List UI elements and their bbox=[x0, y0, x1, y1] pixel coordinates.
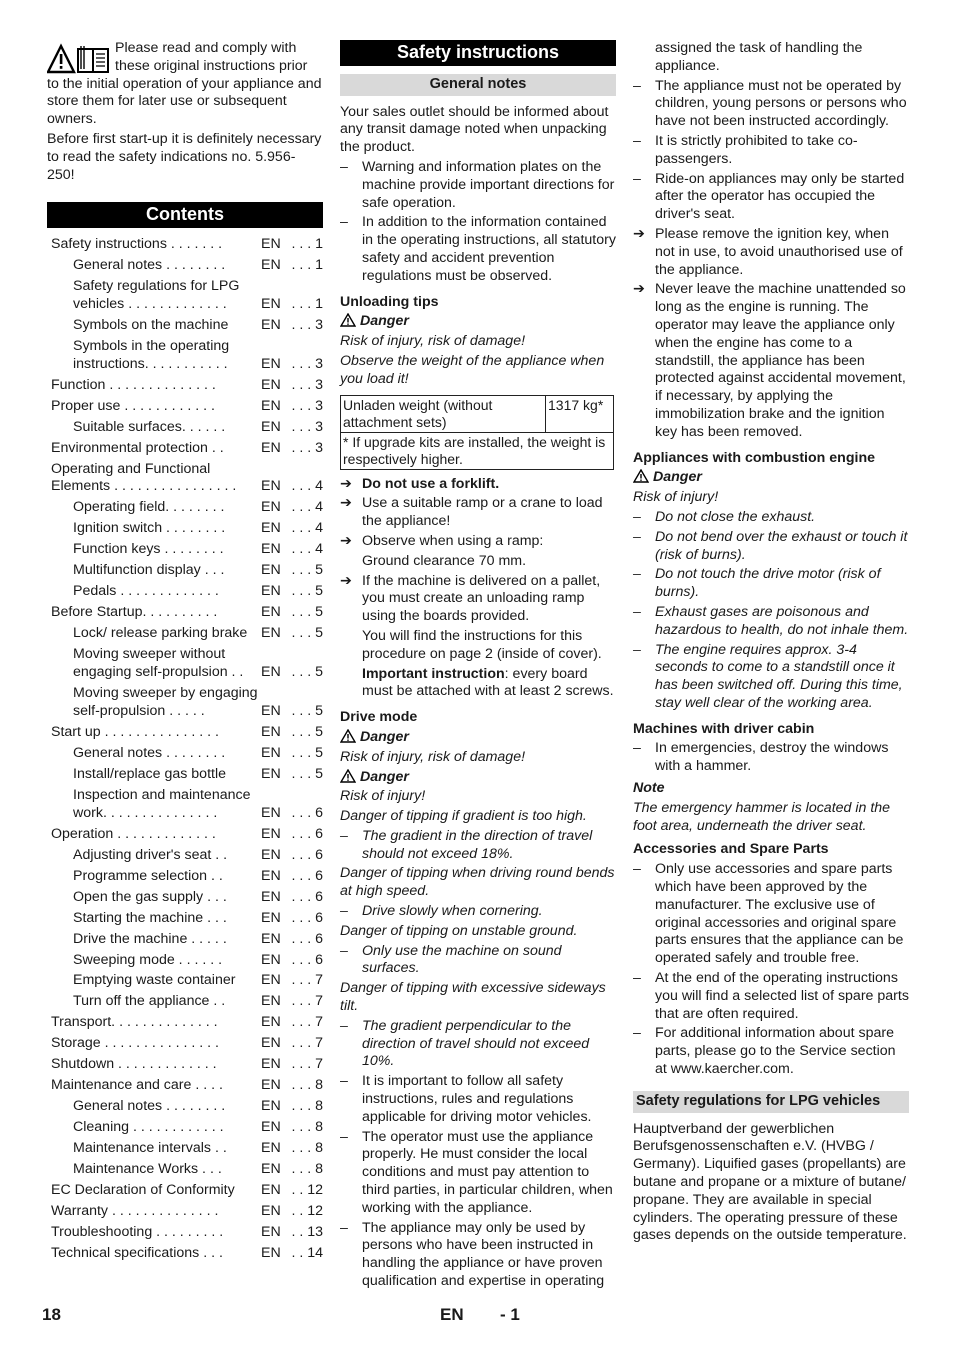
toc-entry-lang: EN bbox=[261, 909, 281, 926]
toc-entry[interactable] bbox=[47, 317, 323, 335]
toc-entry[interactable] bbox=[47, 952, 323, 970]
toc-entry[interactable] bbox=[47, 868, 323, 886]
toc-entry-page: . . . 7 bbox=[291, 1014, 323, 1031]
toc-entry[interactable] bbox=[47, 604, 323, 622]
toc-entry-title: Maintenance Works . . . bbox=[73, 1161, 222, 1178]
list-item: – Do not close the exhaust. bbox=[633, 509, 909, 527]
toc-entry[interactable] bbox=[47, 1161, 323, 1179]
toc-entry[interactable] bbox=[47, 972, 323, 990]
toc-entry-lang: EN bbox=[261, 604, 281, 621]
lpg-regulations-heading: Safety regulations for LPG vehicles bbox=[633, 1091, 909, 1113]
table-of-contents bbox=[47, 236, 323, 1263]
column-left bbox=[47, 40, 323, 1266]
toc-entry-title: General notes . . . . . . . . bbox=[73, 744, 226, 761]
toc-entry-title: Storage . . . . . . . . . . . . . . . bbox=[51, 1035, 219, 1052]
toc-entry[interactable] bbox=[47, 562, 323, 580]
toc-entry-lang: EN bbox=[261, 1203, 281, 1220]
toc-entry-page: . . . 3 bbox=[291, 316, 323, 333]
toc-entry-title: Proper use . . . . . . . . . . . . bbox=[51, 397, 216, 414]
toc-entry[interactable] bbox=[47, 766, 323, 784]
toc-entry-lang: EN bbox=[261, 972, 281, 989]
toc-entry-lang: EN bbox=[261, 723, 281, 740]
toc-entry-title: Maintenance intervals . . bbox=[73, 1140, 227, 1157]
toc-entry[interactable] bbox=[47, 440, 323, 458]
warning-triangle-icon bbox=[340, 769, 356, 783]
safety-instructions-heading: Safety instructions bbox=[340, 40, 616, 66]
toc-entry-lang: EN bbox=[261, 804, 281, 821]
risk-text: Risk of injury! bbox=[340, 788, 426, 805]
toc-entry-page: . . . 5 bbox=[291, 604, 323, 621]
toc-entry-title: Symbols on the machine bbox=[73, 316, 229, 333]
toc-entry-title: Symbols in the operating instructions. . . . . . . . . . . bbox=[73, 337, 230, 372]
toc-entry[interactable] bbox=[47, 646, 323, 682]
toc-entry-title: Inspection and maintenance work. . . . . . . . . . . . . . . bbox=[73, 786, 251, 821]
toc-entry-page: . . . 5 bbox=[291, 562, 323, 579]
toc-entry-lang: EN bbox=[261, 930, 281, 947]
continued-text: assigned the task of handling the appliance. bbox=[655, 40, 863, 74]
toc-entry[interactable] bbox=[47, 889, 323, 907]
toc-entry[interactable] bbox=[47, 724, 323, 742]
list-item: – Only use accessories and spare parts which have been approved by the manufacturer. The exclusive use of original accessories and original spare parts ensures that the appliance can be operated safely and trouble free. bbox=[633, 861, 909, 968]
list-item: – It is strictly prohibited to take co-passengers. bbox=[633, 133, 909, 169]
toc-entry-title: Ignition switch . . . . . . . . bbox=[73, 520, 226, 537]
toc-entry-lang: EN bbox=[261, 478, 281, 495]
intro-text: Please read and comply with these original instructions prior to the initial operation of your appliance and store them for later use or subsequent owners. bbox=[47, 40, 322, 128]
toc-entry[interactable] bbox=[47, 993, 323, 1011]
arrow-item-forklift: ➔ Do not use a forklift. bbox=[340, 475, 500, 492]
toc-entry-lang: EN bbox=[261, 397, 281, 414]
toc-entry-title: General notes . . . . . . . . bbox=[73, 257, 226, 274]
general-notes-text: Your sales outlet should be informed about any transit damage noted when unpacking the product. bbox=[340, 103, 609, 156]
toc-entry[interactable] bbox=[47, 1140, 323, 1158]
toc-entry-lang: EN bbox=[261, 1161, 281, 1178]
arrow-right-icon: ➔ bbox=[340, 495, 352, 512]
toc-entry[interactable] bbox=[47, 1203, 323, 1221]
toc-entry-page: . . . 5 bbox=[291, 702, 323, 719]
toc-entry-lang: EN bbox=[261, 1140, 281, 1157]
toc-entry-page: . . . 6 bbox=[291, 804, 323, 821]
toc-entry-lang: EN bbox=[261, 541, 281, 558]
intro-block bbox=[47, 40, 323, 184]
toc-entry-page: . . 14 bbox=[291, 1245, 323, 1262]
toc-entry[interactable] bbox=[47, 278, 323, 314]
list-item: – Exhaust gases are poisonous and hazardous to health, do not inhale them. bbox=[633, 604, 909, 640]
toc-entry[interactable] bbox=[47, 1119, 323, 1137]
toc-entry[interactable] bbox=[47, 338, 323, 374]
toc-entry[interactable] bbox=[47, 1098, 323, 1116]
toc-entry-page: . . . 8 bbox=[291, 1098, 323, 1115]
toc-entry-page: . . . 3 bbox=[291, 397, 323, 414]
toc-entry[interactable] bbox=[47, 1245, 323, 1263]
list-item: – The appliance must not be operated by children, young persons or persons who have not been instructed accordingly. bbox=[633, 78, 909, 131]
toc-entry-lang: EN bbox=[261, 439, 281, 456]
toc-entry[interactable] bbox=[47, 847, 323, 865]
toc-entry-page: . . . 5 bbox=[291, 664, 323, 681]
toc-entry-lang: EN bbox=[261, 583, 281, 600]
toc-entry-page: . . . 8 bbox=[291, 1140, 323, 1157]
toc-entry-lang: EN bbox=[261, 702, 281, 719]
toc-entry-page: . . . 8 bbox=[291, 1161, 323, 1178]
toc-entry-lang: EN bbox=[261, 1182, 281, 1199]
toc-entry-page: . . . 7 bbox=[291, 1056, 323, 1073]
weight-label-cell: Unladen weight (without attachment sets) bbox=[341, 395, 546, 432]
pallet-instructions-text: You will find the instructions for this procedure on page 2 (inside of cover). bbox=[362, 627, 602, 662]
toc-entry-title: Before Startup. . . . . . . . . . bbox=[51, 604, 218, 621]
arrow-right-icon: ➔ bbox=[633, 281, 645, 298]
toc-entry-page: . . . 7 bbox=[291, 972, 323, 989]
toc-entry-page: . . . 6 bbox=[291, 930, 323, 947]
toc-entry-lang: EN bbox=[261, 562, 281, 579]
toc-entry-lang: EN bbox=[261, 888, 281, 905]
tipping-gradient-text: Danger of tipping if gradient is too high. bbox=[340, 808, 587, 825]
toc-entry-title: Lock/ release parking brake bbox=[73, 625, 248, 642]
toc-entry-title: Safety regulations for LPG vehicles . . . . . . . . . . . . . bbox=[73, 278, 240, 312]
footer-section-page: - 1 bbox=[500, 1305, 520, 1324]
toc-entry-page: . . . 8 bbox=[291, 1077, 323, 1094]
warning-manual-icon bbox=[47, 43, 111, 75]
list-item: – The operator must use the appliance properly. He must consider the local conditions and must pay attention to third parties, in particular children, when working with the appliance. bbox=[340, 1129, 616, 1218]
toc-entry-lang: EN bbox=[261, 316, 281, 333]
toc-entry-page: . . . 7 bbox=[291, 1035, 323, 1052]
toc-entry-title: Safety instructions . . . . . . . bbox=[51, 236, 223, 253]
toc-entry[interactable] bbox=[47, 1056, 323, 1074]
drive-mode-heading: Drive mode bbox=[340, 709, 418, 726]
danger-label: Danger bbox=[340, 313, 616, 331]
toc-entry[interactable] bbox=[47, 520, 323, 538]
toc-entry[interactable] bbox=[47, 541, 323, 559]
toc-entry-lang: EN bbox=[261, 1077, 281, 1094]
toc-entry-page: . . 12 bbox=[291, 1203, 323, 1220]
toc-entry-page: . . . 6 bbox=[291, 909, 323, 926]
toc-entry-title: Environmental protection . . bbox=[51, 439, 224, 456]
column-right bbox=[633, 40, 909, 1247]
toc-entry-lang: EN bbox=[261, 625, 281, 642]
toc-entry-page: . . . 1 bbox=[291, 295, 323, 312]
list-item: – Do not bend over the exhaust or touch it (risk of burns). bbox=[633, 529, 909, 565]
arrow-right-icon: ➔ bbox=[340, 572, 352, 589]
toc-entry[interactable] bbox=[47, 398, 323, 416]
toc-entry[interactable] bbox=[47, 499, 323, 517]
toc-entry-page: . . . 5 bbox=[291, 744, 323, 761]
toc-entry[interactable] bbox=[47, 1014, 323, 1032]
list-item: – Only use the machine on sound surfaces. bbox=[340, 943, 616, 979]
toc-entry-page: . . . 4 bbox=[291, 478, 323, 495]
toc-entry-title: Operating and Functional Elements . . . . . . . . . . . . . . . . bbox=[51, 460, 237, 495]
toc-entry-title: Turn off the appliance . . bbox=[73, 993, 226, 1010]
important-instruction: Important instruction: every board must be attached with at least 2 screws. bbox=[362, 665, 614, 700]
toc-entry-lang: EN bbox=[261, 355, 281, 372]
list-item: – It is important to follow all safety instructions, rules and regulations applicable for driving motor vehicles. bbox=[340, 1073, 616, 1126]
toc-entry-page: . . . 6 bbox=[291, 951, 323, 968]
toc-entry-page: . . . 8 bbox=[291, 1119, 323, 1136]
toc-entry[interactable] bbox=[47, 787, 323, 823]
toc-entry-lang: EN bbox=[261, 418, 281, 435]
unloading-tips-heading: Unloading tips bbox=[340, 293, 439, 310]
toc-entry-title: Function keys . . . . . . . . bbox=[73, 541, 224, 558]
toc-entry-lang: EN bbox=[261, 867, 281, 884]
danger-label: Danger bbox=[340, 729, 616, 747]
arrow-right-icon: ➔ bbox=[340, 532, 352, 549]
toc-entry-lang: EN bbox=[261, 951, 281, 968]
toc-entry-page: . . . 3 bbox=[291, 439, 323, 456]
toc-entry[interactable] bbox=[47, 583, 323, 601]
toc-entry-page: . . . 4 bbox=[291, 541, 323, 558]
toc-entry-page: . . . 4 bbox=[291, 499, 323, 516]
toc-entry-page: . . 13 bbox=[291, 1224, 323, 1241]
toc-entry-page: . . 12 bbox=[291, 1182, 323, 1199]
general-notes-heading: General notes bbox=[340, 74, 616, 96]
toc-entry-lang: EN bbox=[261, 236, 281, 253]
toc-entry[interactable] bbox=[47, 931, 323, 949]
toc-entry-lang: EN bbox=[261, 520, 281, 537]
toc-entry-page: . . . 5 bbox=[291, 583, 323, 600]
toc-entry-title: Technical specifications . . . bbox=[51, 1245, 223, 1262]
lpg-regulations-text: Hauptverband der gewerblichen Berufsgenossenschaften e.V. (HVBG / Germany). Liquified gases (propellants) are butane and propane or a mixture of butane/ propane. They are available in special cylinders. The operating pressure of these gases depends on the outside temperature. bbox=[633, 1120, 907, 1244]
toc-entry-lang: EN bbox=[261, 993, 281, 1010]
toc-entry[interactable] bbox=[47, 236, 323, 254]
toc-entry[interactable] bbox=[47, 826, 323, 844]
toc-entry-page: . . . 3 bbox=[291, 355, 323, 372]
observe-weight-text: Observe the weight of the appliance when you load it! bbox=[340, 352, 605, 387]
list-item: – The engine requires approx. 3-4 seconds to come to a standstill once it has been switched off. During this time, stay well clear of the working area. bbox=[633, 642, 909, 713]
toc-entry-lang: EN bbox=[261, 765, 281, 782]
column-middle bbox=[340, 40, 616, 1294]
toc-entry[interactable] bbox=[47, 1224, 323, 1242]
toc-entry-page: . . . 5 bbox=[291, 625, 323, 642]
toc-entry-page: . . . 4 bbox=[291, 520, 323, 537]
weight-footnote-cell: * If upgrade kits are installed, the weight is respectively higher. bbox=[341, 432, 614, 469]
toc-entry-lang: EN bbox=[261, 1224, 281, 1241]
arrow-item-ignition-key: ➔ Please remove the ignition key, when not in use, to avoid unauthorised use of the appliance. bbox=[633, 225, 903, 278]
toc-entry-lang: EN bbox=[261, 1245, 281, 1262]
toc-entry[interactable] bbox=[47, 625, 323, 643]
footer-lang: EN bbox=[440, 1305, 464, 1324]
list-item: – Drive slowly when cornering. bbox=[340, 903, 616, 921]
contents-heading: Contents bbox=[47, 202, 323, 228]
warning-triangle-icon bbox=[633, 469, 649, 483]
intro-safety-note: Before first start-up it is definitely necessary to read the safety indications no. 5.956-250! bbox=[47, 130, 322, 183]
toc-entry-page: . . . 6 bbox=[291, 888, 323, 905]
toc-entry[interactable] bbox=[47, 745, 323, 763]
toc-entry-lang: EN bbox=[261, 257, 281, 274]
note-label: Note bbox=[633, 780, 665, 797]
list-item: – For additional information about spare parts, please go to the Service section at www.kaercher.com. bbox=[633, 1025, 909, 1078]
arrow-item-unattended: ➔ Never leave the machine unattended so long as the engine is running. The operator may leave the appliance only when the engine has come to a standstill, the appliance has been protected against accidental movement, if necessary, by applying the immobilization brake and the ignition key has been removed. bbox=[633, 281, 906, 440]
toc-entry[interactable] bbox=[47, 1077, 323, 1095]
toc-entry-lang: EN bbox=[261, 1035, 281, 1052]
tipping-bends-text: Danger of tipping when driving round bends at high speed. bbox=[340, 865, 615, 900]
toc-entry-title: Starting the machine . . . bbox=[73, 909, 227, 926]
driver-cabin-heading: Machines with driver cabin bbox=[633, 720, 815, 737]
toc-entry-lang: EN bbox=[261, 744, 281, 761]
toc-entry-title: Start up . . . . . . . . . . . . . . . bbox=[51, 723, 219, 740]
toc-entry-title: Multifunction display . . . bbox=[73, 562, 225, 579]
toc-entry-title: Moving sweeper by engaging self-propulsion . . . . . bbox=[73, 685, 258, 719]
toc-entry-title: Operation . . . . . . . . . . . . . bbox=[51, 825, 216, 842]
toc-entry-title: Drive the machine . . . . . bbox=[73, 930, 227, 947]
toc-entry-title: Open the gas supply . . . bbox=[73, 888, 227, 905]
toc-entry-lang: EN bbox=[261, 1119, 281, 1136]
toc-entry-title: Suitable surfaces. . . . . . bbox=[73, 418, 226, 435]
warning-triangle-icon bbox=[340, 729, 356, 743]
toc-entry-page: . . . 3 bbox=[291, 376, 323, 393]
list-item: – At the end of the operating instructions you will find a selected list of spare parts that are often required. bbox=[633, 970, 909, 1023]
arrow-item-ramp-observe: ➔ Observe when using a ramp: bbox=[340, 532, 544, 549]
toc-entry-lang: EN bbox=[261, 1098, 281, 1115]
toc-entry[interactable] bbox=[47, 685, 323, 721]
toc-entry-title: Warranty . . . . . . . . . . . . . . bbox=[51, 1203, 219, 1220]
toc-entry-title: Troubleshooting . . . . . . . . . bbox=[51, 1224, 224, 1241]
toc-entry[interactable] bbox=[47, 1035, 323, 1053]
toc-entry-lang: EN bbox=[261, 1014, 281, 1031]
list-item: – The appliance may only be used by persons who have been instructed in handling the appliance or have proven qualification and expertise in operating bbox=[340, 1220, 616, 1292]
toc-entry-title: Operating field. . . . . . . . bbox=[73, 499, 225, 516]
tipping-tilt-text: Danger of tipping with excessive sideways tilt. bbox=[340, 980, 606, 1015]
toc-entry-page: . . . 5 bbox=[291, 765, 323, 782]
arrow-right-icon: ➔ bbox=[633, 225, 645, 242]
danger-label: Danger bbox=[340, 769, 616, 787]
toc-entry-page: . . . 6 bbox=[291, 867, 323, 884]
note-text: The emergency hammer is located in the foot area, underneath the driver seat. bbox=[633, 799, 891, 834]
toc-entry-lang: EN bbox=[261, 295, 281, 312]
page-number: 18 bbox=[42, 1305, 61, 1324]
toc-entry-page: . . . 3 bbox=[291, 418, 323, 435]
list-item: – Do not touch the drive motor (risk of burns). bbox=[633, 566, 909, 602]
list-item: – Warning and information plates on the machine provide important directions for safe operation. bbox=[340, 159, 616, 212]
arrow-item-pallet: ➔ If the machine is delivered on a pallet, you must create an unloading ramp using the boards provided. bbox=[340, 572, 601, 625]
toc-entry-title: Function . . . . . . . . . . . . . . bbox=[51, 376, 216, 393]
toc-entry[interactable] bbox=[47, 461, 323, 497]
toc-entry-title: EC Declaration of Conformity bbox=[51, 1182, 235, 1199]
toc-entry[interactable] bbox=[47, 377, 323, 395]
arrow-right-icon: ➔ bbox=[340, 475, 352, 492]
toc-entry-title: Sweeping mode . . . . . . bbox=[73, 951, 223, 968]
combustion-engine-heading: Appliances with combustion engine bbox=[633, 449, 875, 466]
toc-entry-title: Shutdown . . . . . . . . . . . . . bbox=[51, 1056, 217, 1073]
toc-entry-lang: EN bbox=[261, 825, 281, 842]
weight-value-cell: 1317 kg* bbox=[546, 395, 614, 432]
list-item: – The gradient perpendicular to the direction of travel should not exceed 10%. bbox=[340, 1018, 616, 1071]
arrow-item-ramp-crane: ➔ Use a suitable ramp or a crane to load the appliance! bbox=[340, 495, 603, 530]
toc-entry-title: Pedals . . . . . . . . . . . . . bbox=[73, 583, 219, 600]
list-item: – The gradient in the direction of travel should not exceed 18%. bbox=[340, 828, 616, 864]
ground-clearance-text: Ground clearance 70 mm. bbox=[362, 552, 527, 569]
toc-entry-lang: EN bbox=[261, 664, 281, 681]
toc-entry-page: . . . 7 bbox=[291, 993, 323, 1010]
weight-table bbox=[340, 395, 614, 470]
risk-text: Risk of injury, risk of damage! bbox=[340, 748, 526, 765]
tipping-ground-text: Danger of tipping on unstable ground. bbox=[340, 922, 578, 939]
toc-entry-title: Emptying waste container bbox=[73, 972, 236, 989]
warning-triangle-icon bbox=[340, 313, 356, 327]
toc-entry-title: Transport. . . . . . . . . . . . . . bbox=[51, 1014, 218, 1031]
toc-entry-lang: EN bbox=[261, 376, 281, 393]
risk-text: Risk of injury! bbox=[633, 489, 719, 506]
toc-entry-title: Cleaning . . . . . . . . . . . . bbox=[73, 1119, 224, 1136]
toc-entry-page: . . . 1 bbox=[291, 257, 323, 274]
toc-entry[interactable] bbox=[47, 419, 323, 437]
toc-entry-title: General notes . . . . . . . . bbox=[73, 1098, 226, 1115]
toc-entry-title: Programme selection . . bbox=[73, 867, 223, 884]
toc-entry-lang: EN bbox=[261, 499, 281, 516]
list-item: – In addition to the information contained in the operating instructions, all statutory safety and accident prevention regulations must be observed. bbox=[340, 214, 616, 285]
toc-entry-title: Adjusting driver's seat . . bbox=[73, 846, 228, 863]
toc-entry-page: . . . 6 bbox=[291, 825, 323, 842]
toc-entry-title: Moving sweeper without engaging self-propulsion . . bbox=[73, 646, 244, 681]
toc-entry-title: Maintenance and care . . . . bbox=[51, 1077, 223, 1094]
toc-entry[interactable] bbox=[47, 1182, 323, 1200]
toc-entry-lang: EN bbox=[261, 846, 281, 863]
toc-entry-page: . . . 5 bbox=[291, 723, 323, 740]
toc-entry[interactable] bbox=[47, 910, 323, 928]
accessories-heading: Accessories and Spare Parts bbox=[633, 841, 829, 858]
toc-entry-page: . . . 6 bbox=[291, 846, 323, 863]
risk-text: Risk of injury, risk of damage! bbox=[340, 333, 526, 350]
list-item: – In emergencies, destroy the windows with a hammer. bbox=[633, 740, 909, 776]
toc-entry[interactable] bbox=[47, 257, 323, 275]
list-item: – Ride-on appliances may only be started after the operator has occupied the driver's seat. bbox=[633, 171, 909, 224]
toc-entry-page: . . . 1 bbox=[291, 236, 323, 253]
toc-entry-lang: EN bbox=[261, 1056, 281, 1073]
danger-label: Danger bbox=[633, 469, 909, 487]
toc-entry-title: Install/replace gas bottle bbox=[73, 765, 227, 782]
